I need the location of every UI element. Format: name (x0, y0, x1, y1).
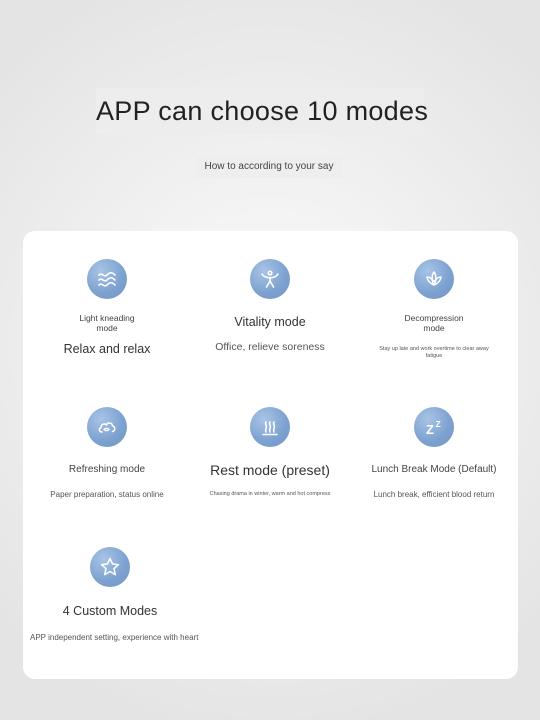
mode-name: Lunch Break Mode (Default) (371, 464, 497, 475)
mode-description: Chasing drama in winter, warm and hot compress (209, 491, 331, 497)
mode-description: Lunch break, efficient blood return (373, 490, 495, 499)
mode-name: 4 Custom Modes (62, 604, 158, 618)
heat-waves-icon (250, 407, 290, 447)
mode-refreshing[interactable] (27, 407, 187, 500)
page-subtitle: How to according to your say (196, 156, 342, 178)
mode-name: Refreshing mode (68, 464, 146, 475)
mode-lunch-break[interactable] (354, 407, 514, 500)
mode-description: Stay up late and work overtime to clear away fatigue (379, 346, 489, 359)
lotus-icon (414, 259, 454, 299)
modes-card (23, 231, 518, 679)
mode-light-kneading[interactable] (27, 259, 187, 357)
mode-description: APP independent setting, experience with heart (30, 633, 199, 642)
mode-rest[interactable] (190, 407, 350, 498)
mode-description: Office, relieve soreness (215, 341, 325, 353)
cloud-icon (87, 407, 127, 447)
star-icon (90, 547, 130, 587)
mode-name: Decompression mode (404, 313, 464, 333)
page-title: APP can choose 10 modes (96, 88, 424, 134)
mode-description: Paper preparation, status online (50, 490, 164, 499)
mode-decompression[interactable] (354, 259, 514, 359)
mode-name: Vitality mode (234, 315, 306, 329)
mode-name: Rest mode (preset) (210, 462, 330, 478)
mode-description: Relax and relax (63, 342, 151, 356)
sleep-icon (414, 407, 454, 447)
person-stretch-icon (250, 259, 290, 299)
mode-name: Light kneading mode (79, 313, 135, 333)
waves-icon (87, 259, 127, 299)
svg-text:Z: Z (435, 419, 441, 429)
mode-vitality[interactable] (190, 259, 350, 354)
mode-custom[interactable] (30, 547, 199, 643)
svg-text:Z: Z (426, 422, 434, 437)
